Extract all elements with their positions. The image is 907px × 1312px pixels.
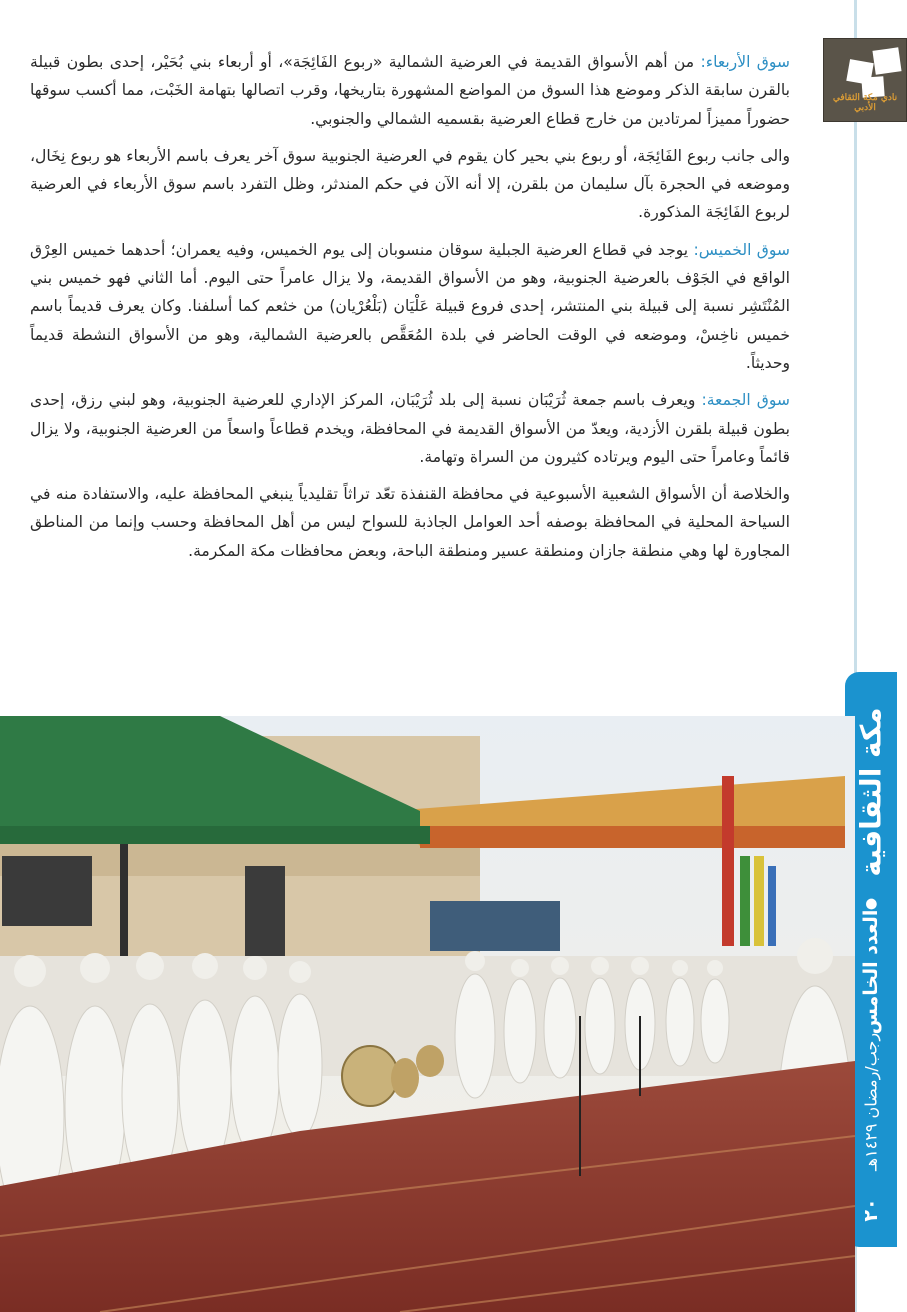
club-logo (823, 38, 907, 122)
section-label: سوق الخميس: (693, 240, 790, 259)
paragraph-conclusion (30, 480, 790, 565)
page-number: ٢٠ (860, 1198, 882, 1222)
paragraph-text: من أهم الأسواق القديمة في العرضية الشمالية «ربوع الفَائِجَة»، أو أربعاء بني بُحَيْر، إحدى بطون قبيلة بالقرن سابقة الذكر وموضع هذا السوق من المواضع المشهورة بتاريخها، وقرب اتصالها بتهامة الخَبْت، مما أكسب سوقها حضوراً مميزاً لمرتادين من خارج قطاع العرضية بقسميه الشمالي والجنوبي. (30, 53, 790, 128)
paragraph-thursday-market (30, 236, 790, 377)
logo-text: نادي مكة الثقافي الأدبي (832, 93, 898, 113)
paragraph-rubu-nikhal (30, 142, 790, 227)
article-body (30, 48, 790, 574)
festival-photo (0, 716, 855, 1312)
paragraph-text: يوجد في قطاع العرضية الجبلية سوقان منسوبان إلى يوم الخميس، وفيه يعمران؛ أحدهما خميس العِرْق الواقع في الجَوْف بالعرضية الجنوبية، وهو من الأسواق القديمة، ولا يزال عامراً حتى اليوم. أما الثاني فهو خميس بني المُنْتَشِر نسبة إلى قبيلة بني المنتشر، إحدى فروع قبيلة عَلْيَان (بَلْعُرْيان) من خثعم كما أسلفنا. وكان يعرف قديماً باسم خميس ناخِسْ، وموضعه في الوقت الحاضر في بلدة المُعَقَّص بالعرضية الشمالية، وهو من الأسواق النشطة قديماً وحديثاً. (30, 240, 790, 372)
magazine-title: مكة الثقافية (854, 707, 888, 877)
section-label: سوق الجمعة: (701, 391, 790, 410)
paragraph-wednesday-market (30, 48, 790, 133)
separator-dot: ● (863, 897, 879, 911)
paragraph-text: والخلاصة أن الأسواق الشعبية الأسبوعية في محافظة القنفذة تعّد تراثاً تقليدياً ينبغي المحافظة عليه، والاستفادة منه في السياحة المحلية في المحافظة بوصفه أحد العوامل الجاذبة للسواح ليس من أهل المحافظة وحسب وإنما من المناطق المجاورة لها وهي منطقة جازان ومنطقة عسير ومنطقة الباحة، وبعض محافظات مكة المكرمة. (30, 485, 790, 560)
issue-date: رجب/رمضان ١٤٢٩هـ (861, 1032, 881, 1172)
issue-label: العدد الخامس (860, 909, 882, 1035)
paragraph-text: والى جانب ربوع الفَائِجَة، أو ربوع بني بحير كان يقوم في العرضية الجنوبية سوق آخر يعرف باسم الأربعاء هو ربوع نِخَال، وموضعه في الحجرة بآل سليمان من بلقرن، إلا أنه الآن في حكم المندثر، وظل التفرد باسم سوق الأربعاء في العرضية لربوع الفَائِجَة المذكورة. (30, 146, 790, 222)
section-label: سوق الأربعاء: (700, 53, 791, 71)
paragraph-friday-market (30, 386, 790, 471)
paragraph-text: ويعرف باسم جمعة ثُرَيْبَان نسبة إلى بلد ثُرَيْبَان، المركز الإداري للعرضية الجنوبية، وهو لبني رزق، إحدى بطون قبيلة بلقرن الأزدية، ويعدّ من الأسواق القديمة في المحافظة، ويخدم قطاعاً واسعاً من العرضية الجنوبية، ولا يزال قائماً وعامراً حتى اليوم ويرتاده كثيرون من السراة وتهامة. (30, 391, 790, 466)
